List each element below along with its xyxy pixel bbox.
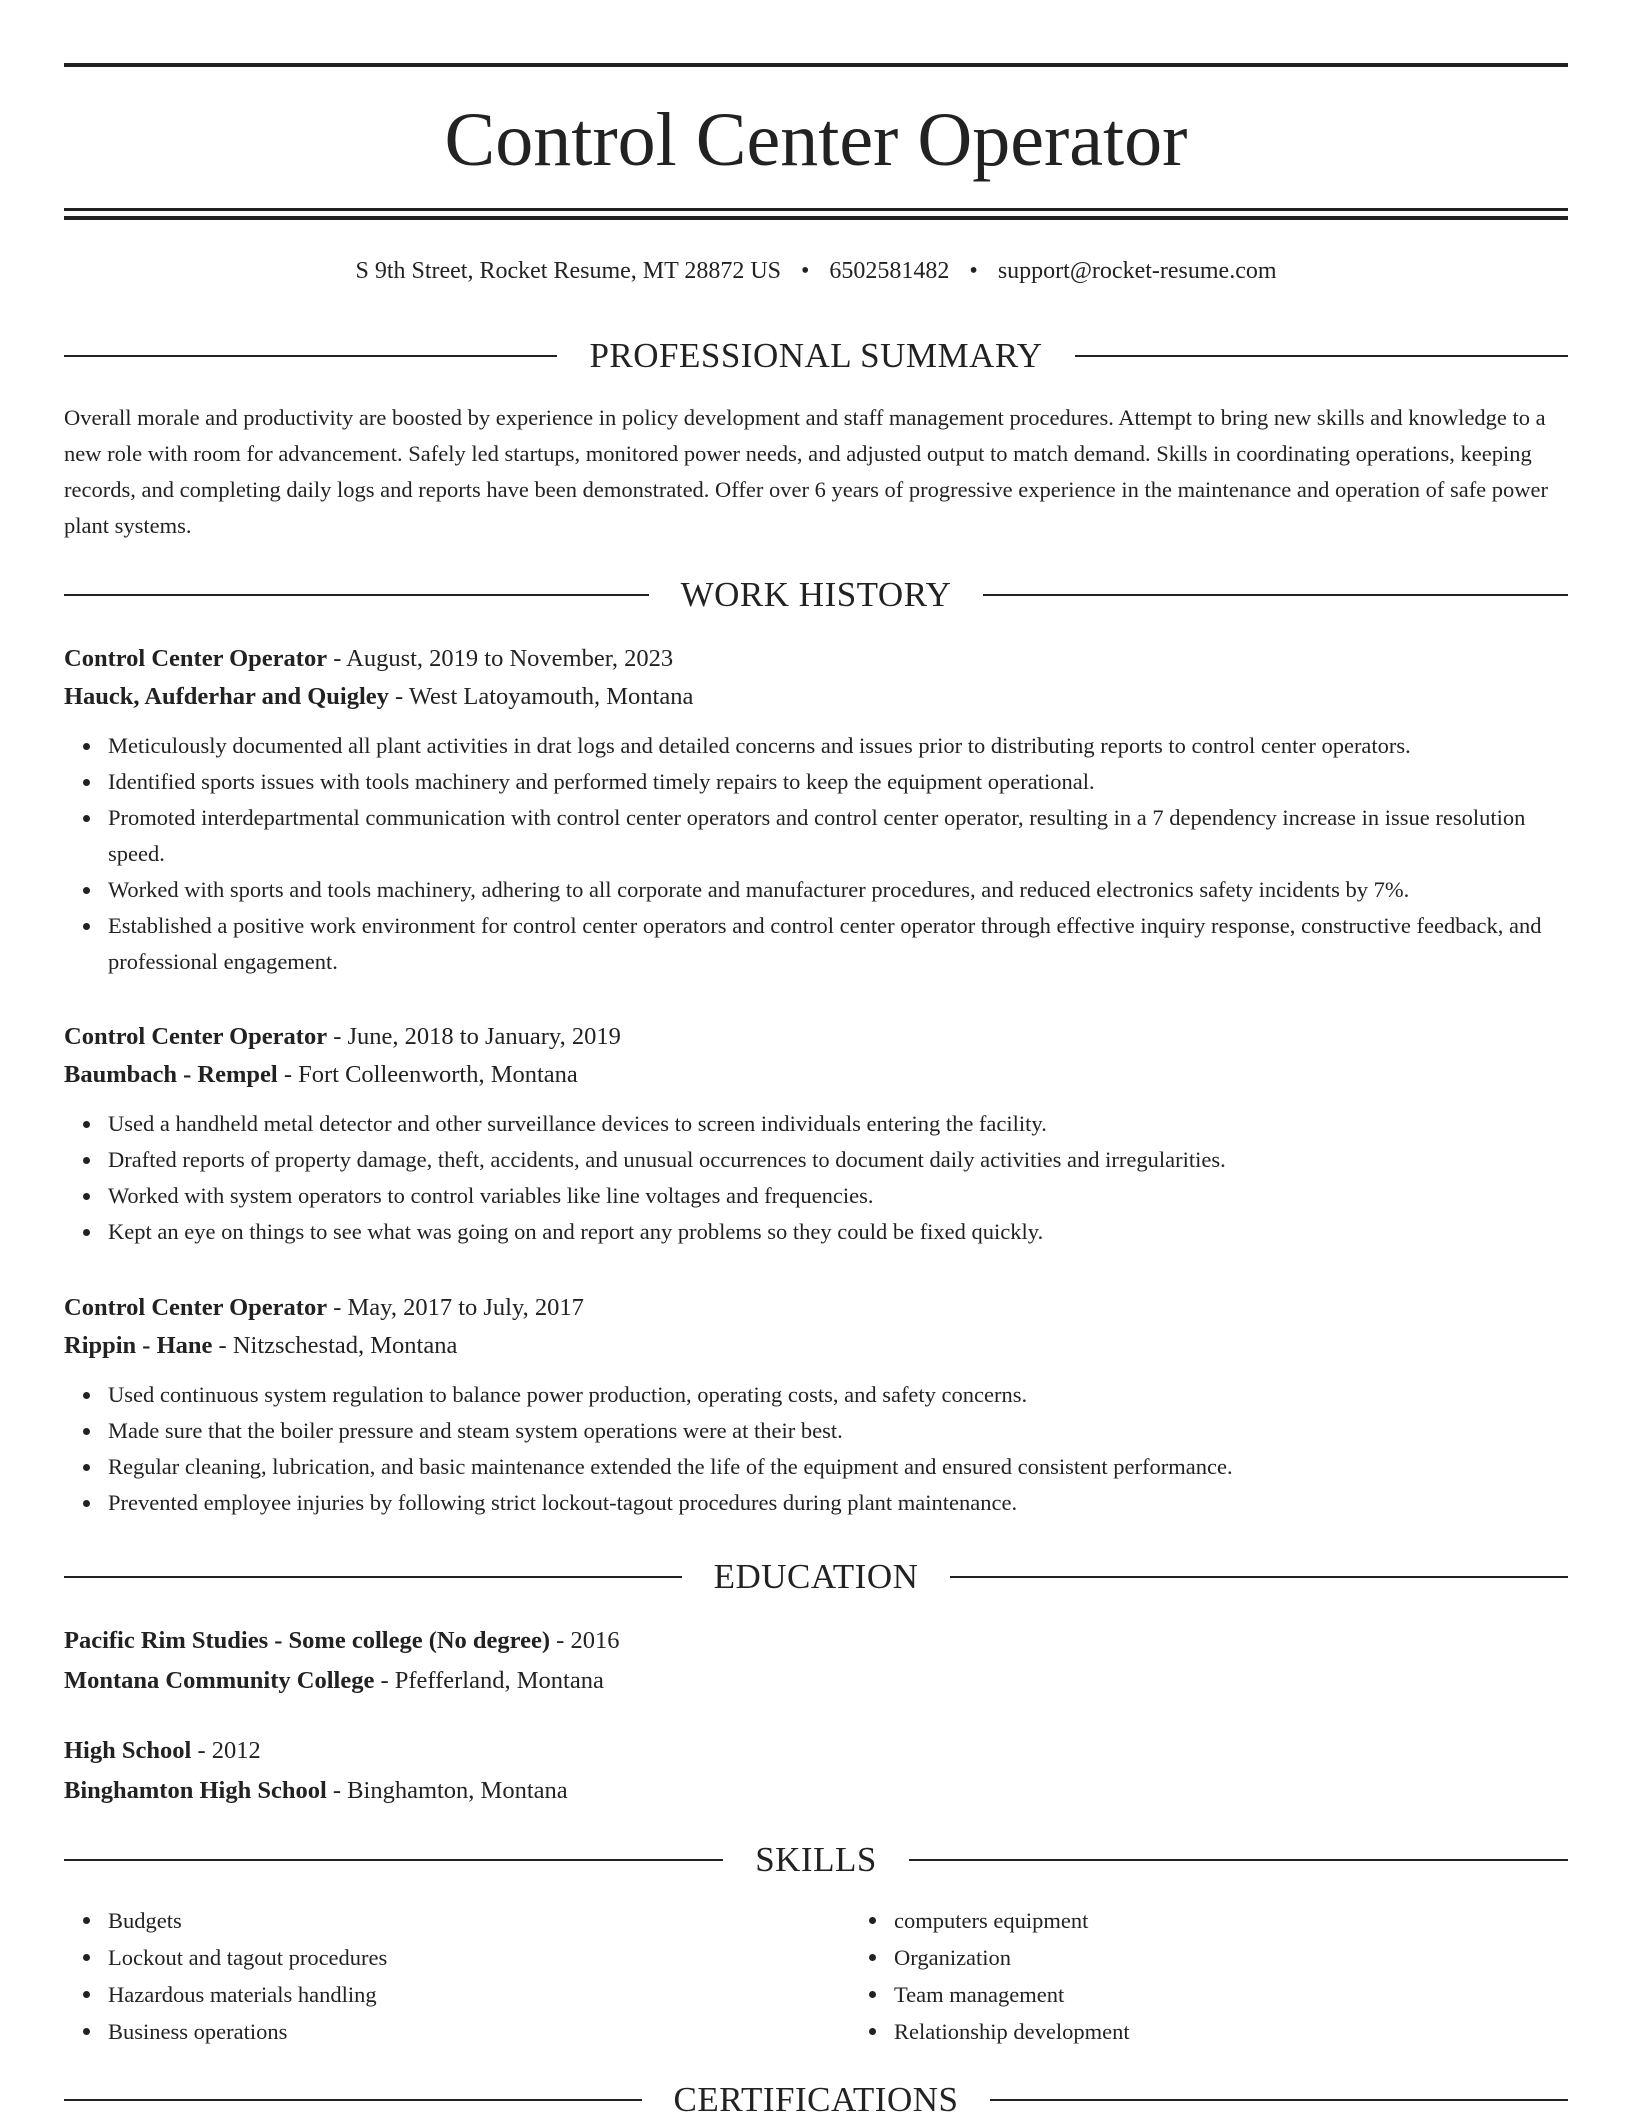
education-entry — [64, 1621, 1568, 1701]
job-company: Hauck, Aufderhar and Quigley — [64, 683, 389, 710]
education-year: - 2016 — [550, 1627, 620, 1654]
job-entry — [64, 1289, 1568, 1521]
job-entry — [64, 640, 1568, 980]
job-bullets — [64, 1106, 1568, 1250]
section-heading-summary — [64, 334, 1568, 378]
section-heading-certifications — [64, 2078, 1568, 2122]
job-title-line — [64, 1018, 1568, 1056]
section-title: CERTIFICATIONS — [673, 2080, 959, 2119]
job-title-line — [64, 1289, 1568, 1327]
heading-rule — [64, 355, 557, 357]
education-degree: Pacific Rim Studies - Some college (No degree) — [64, 1627, 551, 1654]
job-dates: - August, 2019 to November, 2023 — [327, 645, 674, 672]
contact-line — [64, 254, 1568, 288]
section-heading-skills — [64, 1838, 1568, 1882]
job-bullets — [64, 1377, 1568, 1521]
heading-rule — [909, 1859, 1568, 1861]
education-location: - Pfefferland, Montana — [374, 1667, 604, 1694]
education-location: - Binghamton, Montana — [326, 1777, 568, 1804]
section-heading-education — [64, 1555, 1568, 1599]
education-degree-line — [64, 1731, 1568, 1771]
section-title: SKILLS — [755, 1840, 877, 1879]
education-school-line — [64, 1661, 1568, 1701]
list-item: Made sure that the boiler pressure and steam system operations were at their best. — [108, 1413, 1568, 1449]
job-company-line — [64, 1056, 1568, 1094]
education-degree-line — [64, 1621, 1568, 1661]
list-item: Drafted reports of property damage, theft, accidents, and unusual occurrences to document daily activities and irregularities. — [108, 1142, 1568, 1178]
job-company-line — [64, 678, 1568, 716]
job-dates: - May, 2017 to July, 2017 — [327, 1294, 584, 1321]
section-title: WORK HISTORY — [680, 575, 952, 614]
job-location: - West Latoyamouth, Montana — [388, 683, 694, 710]
heading-rule — [983, 594, 1568, 596]
list-item: Worked with sports and tools machinery, adhering to all corporate and manufacturer procedures, and reduced electronics safety incidents by 7%. — [108, 872, 1568, 908]
list-item: Identified sports issues with tools machinery and performed timely repairs to keep the equipment operational. — [108, 764, 1568, 800]
education-school-line — [64, 1771, 1568, 1811]
list-item: Prevented employee injuries by following strict lockout-tagout procedures during plant maintenance. — [108, 1485, 1568, 1521]
heading-rule — [64, 1859, 723, 1861]
list-item: Lockout and tagout procedures — [108, 1939, 850, 1976]
job-location: - Nitzschestad, Montana — [212, 1332, 458, 1359]
job-company: Baumbach - Rempel — [64, 1061, 278, 1088]
list-item: Team management — [894, 1976, 1632, 2013]
list-item: Relationship development — [894, 2013, 1632, 2050]
list-item: Established a positive work environment for control center operators and control center operator through effective inquiry response, constructive feedback, and professional engagement. — [108, 908, 1568, 980]
job-title: Control Center Operator — [64, 645, 328, 672]
list-item: Budgets — [108, 1902, 850, 1939]
heading-rule — [64, 2099, 642, 2101]
education-entry — [64, 1731, 1568, 1811]
contact-separator: • — [801, 258, 810, 284]
job-title: Control Center Operator — [64, 1023, 328, 1050]
list-item: Regular cleaning, lubrication, and basic maintenance extended the life of the equipment and ensured consistent performance. — [108, 1449, 1568, 1485]
list-item: Promoted interdepartmental communication with control center operators and control center operator, resulting in a 7 dependency increase in issue resolution speed. — [108, 800, 1568, 872]
skills-list — [64, 1902, 1568, 2050]
candidate-name: Control Center Operator — [444, 98, 1188, 182]
heading-rule — [950, 1576, 1568, 1578]
header-rule-upper — [64, 208, 1568, 211]
heading-rule — [64, 594, 649, 596]
list-item: Meticulously documented all plant activities in drat logs and detailed concerns and issues prior to distributing reports to control center operators. — [108, 728, 1568, 764]
contact-address: S 9th Street, Rocket Resume, MT 28872 US — [355, 258, 782, 284]
list-item: Worked with system operators to control variables like line voltages and frequencies. — [108, 1178, 1568, 1214]
heading-rule — [64, 1576, 682, 1578]
summary-paragraph: Overall morale and productivity are boosted by experience in policy development and staff management procedures. Attempt to bring new skills and knowledge to a new role with room for advancement. Safely led startups, monitored power needs, and adjusted output to match demand. Skills in coordinating operations, keeping records, and completing daily logs and reports have been demonstrated. Offer over 6 years of progressive experience in the maintenance and operation of safe power plant systems. — [64, 405, 1549, 538]
contact-separator: • — [969, 258, 978, 284]
job-company: Rippin - Hane — [64, 1332, 213, 1359]
education-year: - 2012 — [191, 1737, 261, 1764]
education-school: Montana Community College — [64, 1667, 375, 1694]
top-rule — [64, 63, 1568, 67]
education-school: Binghamton High School — [64, 1777, 327, 1804]
list-item: Used a handheld metal detector and other surveillance devices to screen individuals entering the facility. — [108, 1106, 1568, 1142]
list-item: Hazardous materials handling — [108, 1976, 850, 2013]
job-title-line — [64, 640, 1568, 678]
contact-phone: 6502581482 — [829, 258, 950, 284]
list-item: Used continuous system regulation to balance power production, operating costs, and safety concerns. — [108, 1377, 1568, 1413]
list-item: Organization — [894, 1939, 1632, 1976]
heading-rule — [1075, 355, 1568, 357]
job-dates: - June, 2018 to January, 2019 — [327, 1023, 621, 1050]
job-title: Control Center Operator — [64, 1294, 328, 1321]
skills-column-right — [850, 1902, 1632, 2050]
list-item: computers equipment — [894, 1902, 1632, 1939]
section-title: PROFESSIONAL SUMMARY — [589, 336, 1043, 375]
header-rule-lower — [64, 216, 1568, 220]
job-bullets — [64, 728, 1568, 980]
skills-column-left — [64, 1902, 850, 2050]
section-heading-work — [64, 573, 1568, 617]
contact-email: support@rocket-resume.com — [997, 258, 1277, 284]
section-title: EDUCATION — [713, 1557, 919, 1596]
heading-rule — [990, 2099, 1568, 2101]
list-item: Kept an eye on things to see what was going on and report any problems so they could be fixed quickly. — [108, 1214, 1568, 1250]
job-company-line — [64, 1327, 1568, 1365]
job-entry — [64, 1018, 1568, 1250]
list-item: Business operations — [108, 2013, 850, 2050]
job-location: - Fort Colleenworth, Montana — [277, 1061, 578, 1088]
education-degree: High School — [64, 1737, 192, 1764]
